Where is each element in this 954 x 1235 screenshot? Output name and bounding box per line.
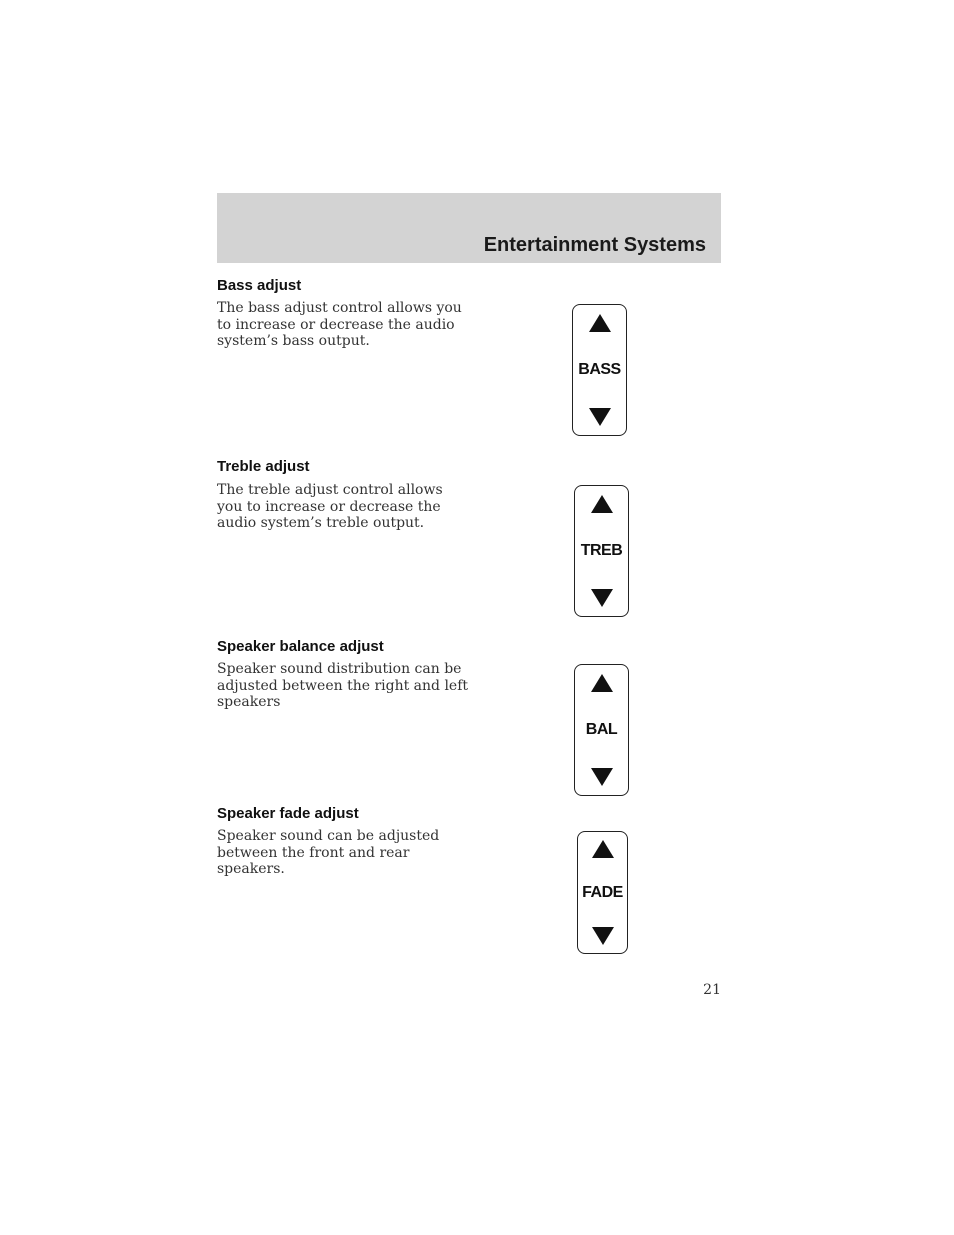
bass-heading: Bass adjust — [217, 277, 302, 294]
balance-down-arrow-icon[interactable] — [591, 768, 613, 786]
fade-control-label: FADE — [582, 883, 623, 901]
treble-down-arrow-icon[interactable] — [591, 589, 613, 607]
page-number: 21 — [703, 982, 721, 998]
fade-description: Speaker sound can be adjusted between the front and rear speakers. — [217, 828, 440, 877]
treble-heading: Treble adjust — [217, 458, 310, 475]
fade-up-arrow-icon[interactable] — [592, 840, 614, 858]
bass-control — [572, 304, 627, 436]
fade-heading: Speaker fade adjust — [217, 805, 359, 822]
balance-control — [574, 664, 629, 796]
bass-control-label: BASS — [578, 361, 621, 378]
fade-down-arrow-icon[interactable] — [592, 927, 614, 945]
balance-heading: Speaker balance adjust — [217, 638, 384, 655]
treble-control-label: TREB — [580, 542, 623, 559]
balance-control-label: BAL — [585, 721, 618, 738]
page-title: Entertainment Systems — [483, 234, 706, 256]
balance-up-arrow-icon[interactable] — [591, 674, 613, 692]
fade-control — [577, 831, 628, 954]
treble-control — [574, 485, 629, 617]
treble-up-arrow-icon[interactable] — [591, 495, 613, 513]
treble-description: The treble adjust control allows you to increase or decrease the audio system’s treble output. — [217, 482, 443, 531]
bass-up-arrow-icon[interactable] — [589, 314, 611, 332]
section-header-band — [217, 193, 721, 263]
bass-down-arrow-icon[interactable] — [589, 408, 611, 426]
bass-description: The bass adjust control allows you to increase or decrease the audio system’s bass output. — [217, 300, 462, 349]
balance-description: Speaker sound distribution can be adjusted between the right and left speakers — [217, 661, 469, 710]
